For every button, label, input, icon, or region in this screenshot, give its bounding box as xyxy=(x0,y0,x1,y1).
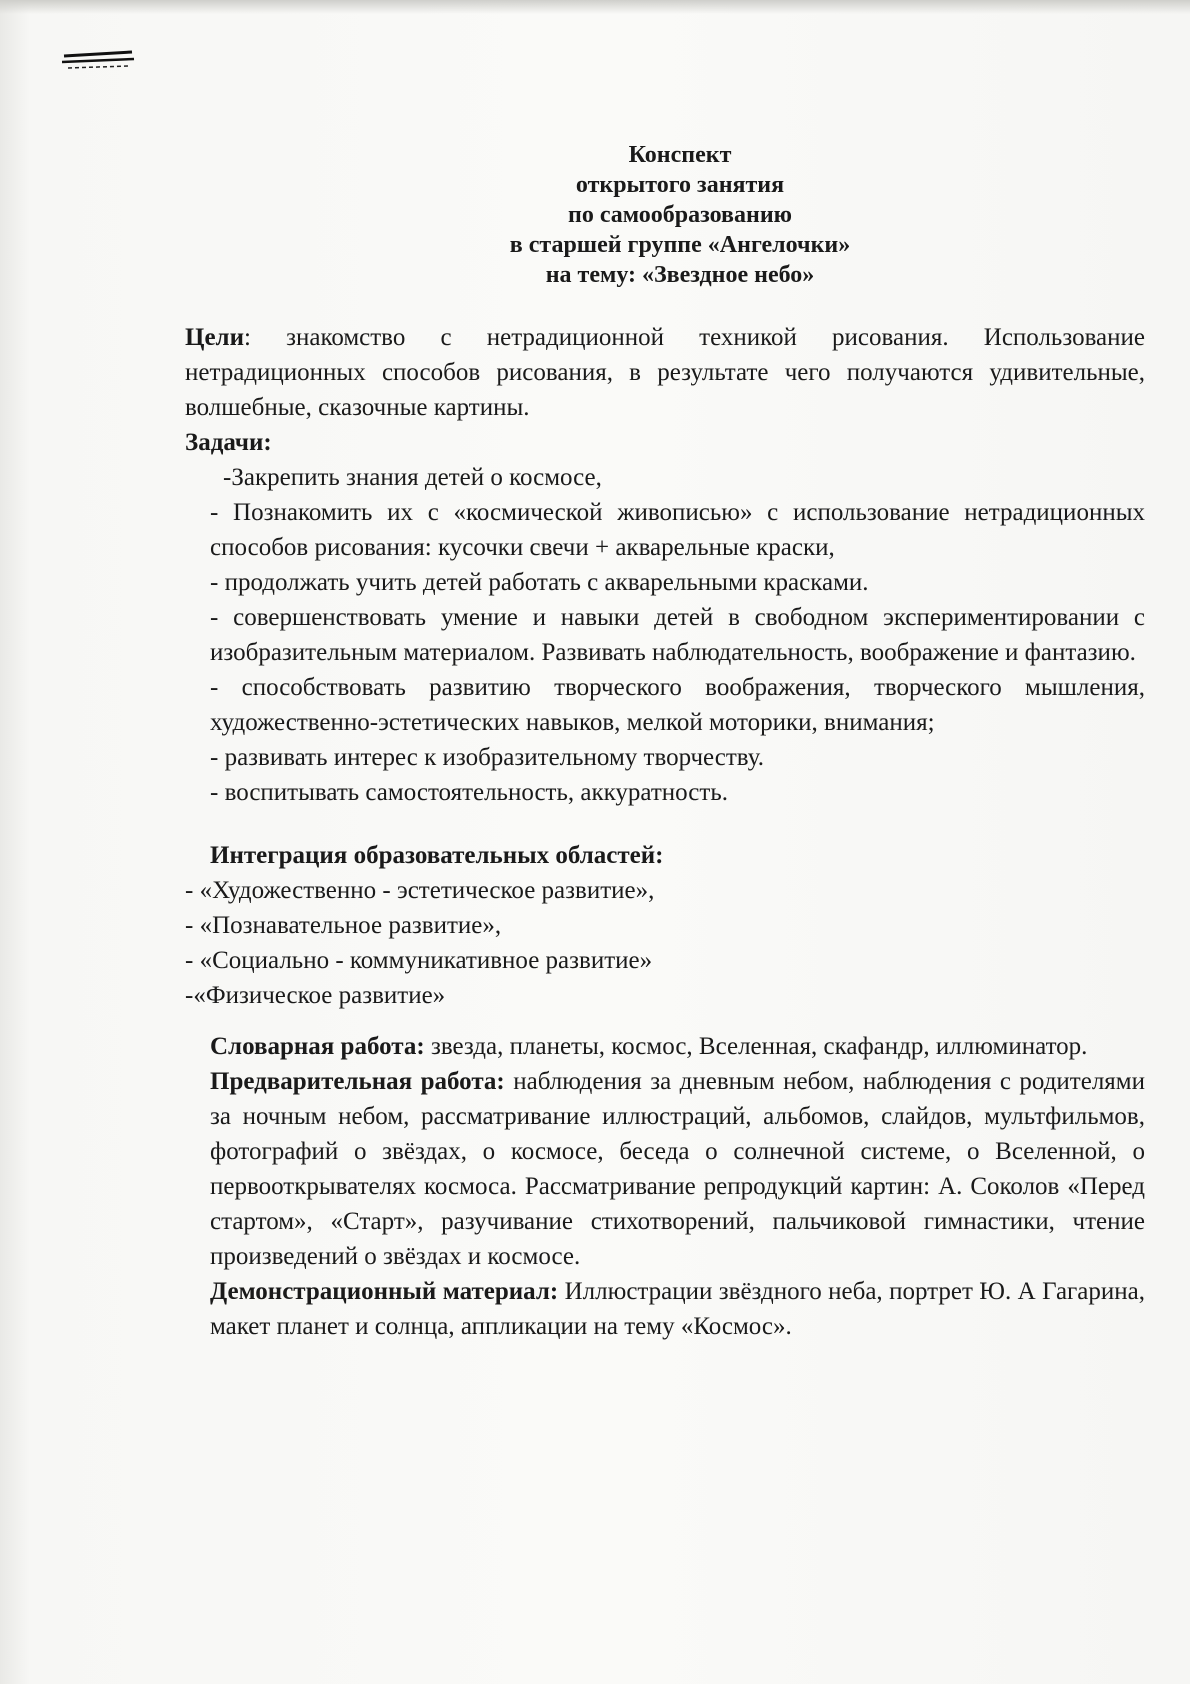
title-line: Конспект xyxy=(628,142,732,168)
vocabulary-paragraph xyxy=(185,1029,1145,1064)
title-line: по самообразованию xyxy=(567,202,792,228)
spacer xyxy=(185,810,1145,838)
integration-item: -«Физическое развитие» xyxy=(185,982,446,1009)
task-item: - совершенствовать умение и навыки детей в свободном экспериментировании с изобразительным материалом. Развивать наблюдательность, воображение и фантазию. xyxy=(210,604,1145,666)
preliminary-label: Предварительная работа: xyxy=(210,1068,505,1095)
spacer xyxy=(185,1013,1145,1029)
corner-scribble-mark xyxy=(62,48,142,78)
task-item: - воспитывать самостоятельность, аккуратность. xyxy=(210,779,728,806)
task-item: -Закрепить знания детей о космосе, xyxy=(223,464,602,491)
integration-label: Интеграция образовательных областей: xyxy=(210,842,664,869)
task-item: - Познакомить их с «космической живописью» с использование нетрадиционных способов рисования: кусочки свечи + акварельные краски, xyxy=(210,499,1145,561)
preliminary-text: наблюдения за дневным небом, наблюдения с родителями за ночным небом, рассматривание иллюстраций, альбомов, слайдов, мультфильмов, фотографий о звёздах, о космосе, беседа о солнечной системе, о Вселенной, о первооткрывателях космоса. Рассматривание репродукций картин: А. Соколов «Перед стартом», «Старт», разучивание стихотворений, пальчиковой гимнастики, чтение произведений о звёздах и космосе. xyxy=(210,1068,1145,1270)
document-title xyxy=(300,140,1060,290)
title-line: открытого занятия xyxy=(575,172,785,198)
goals-paragraph xyxy=(185,320,1145,425)
preliminary-paragraph xyxy=(185,1064,1145,1274)
demo-paragraph xyxy=(185,1274,1145,1344)
goals-label: Цели xyxy=(185,324,244,351)
integration-item: - «Художественно - эстетическое развитие», xyxy=(185,877,655,904)
demo-label: Демонстрационный материал: xyxy=(210,1278,559,1305)
title-line: в старшей группе «Ангелочки» xyxy=(509,232,851,258)
vocabulary-text: звезда, планеты, космос, Вселенная, скафандр, иллюминатор. xyxy=(424,1033,1088,1060)
task-item: - развивать интерес к изобразительному творчеству. xyxy=(210,744,764,771)
title-line: на тему: «Звездное небо» xyxy=(545,262,815,288)
integration-item: - «Социально - коммуникативное развитие» xyxy=(185,947,653,974)
goals-text: : знакомство с нетрадиционной техникой рисования. Использование нетрадиционных способов рисования, в результате чего получаются удивительные, волшебные, сказочные картины. xyxy=(185,324,1145,421)
tasks-label: Задачи: xyxy=(185,429,272,456)
demo-text: Иллюстрации звёздного неба, портрет Ю. А Гагарина, макет планет и солнца, аппликации на тему «Космос». xyxy=(210,1278,1145,1340)
scan-edge-shadow xyxy=(0,0,1190,14)
integration-item: - «Познавательное развитие», xyxy=(185,912,502,939)
task-item: - способствовать развитию творческого воображения, творческого мышления, художественно-эстетических навыков, мелкой моторики, внимания; xyxy=(210,674,1145,736)
task-item: - продолжать учить детей работать с акварельными красками. xyxy=(210,569,869,596)
document-body xyxy=(185,320,1145,1344)
vocabulary-label: Словарная работа: xyxy=(210,1033,425,1060)
